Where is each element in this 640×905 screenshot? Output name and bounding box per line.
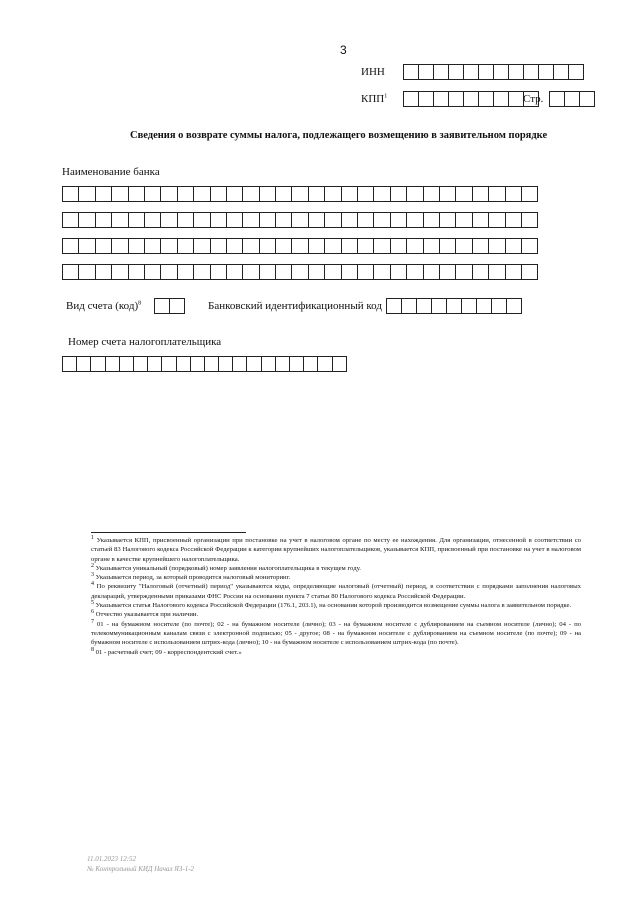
bank-name-cell[interactable] — [505, 238, 522, 254]
inn-digit-cell[interactable] — [493, 64, 509, 80]
account-number-digit-cell[interactable] — [190, 356, 205, 372]
footnote — [91, 536, 581, 564]
bank-name-cell[interactable] — [128, 186, 145, 202]
inn-digit-cell[interactable] — [508, 64, 524, 80]
account-number-digit-cell[interactable] — [332, 356, 347, 372]
bank-name-cell[interactable] — [242, 186, 259, 202]
bank-name-cell[interactable] — [423, 212, 440, 228]
bank-name-label: Наименование банка — [62, 166, 160, 178]
footnote-divider — [91, 532, 246, 533]
footnotes — [91, 536, 581, 657]
bank-name-cell[interactable] — [324, 212, 341, 228]
footnote-number: 1 — [91, 534, 94, 541]
bik-digit-cell[interactable] — [386, 298, 402, 314]
inn-digit-cell[interactable] — [478, 64, 494, 80]
bank-name-cell[interactable] — [242, 238, 259, 254]
bank-name-cell[interactable] — [193, 186, 210, 202]
account-number-digit-cell[interactable] — [90, 356, 105, 372]
bank-name-cell[interactable] — [111, 238, 128, 254]
bank-name-cell[interactable] — [357, 264, 374, 280]
kpp-field[interactable] — [403, 91, 538, 107]
bank-name-cell[interactable] — [324, 186, 341, 202]
inn-digit-cell[interactable] — [538, 64, 554, 80]
bank-name-cell[interactable] — [144, 186, 161, 202]
footnote-text: 01 - расчетный счет; 09 - корреспондентский счет.» — [94, 648, 242, 656]
bank-name-cell[interactable] — [423, 238, 440, 254]
bank-name-cell[interactable] — [521, 186, 538, 202]
bank-name-cell[interactable] — [193, 264, 210, 280]
bank-name-cell[interactable] — [488, 212, 505, 228]
stamp-line-2: № Контрольный КИД Начал ЯЗ-1-2 — [87, 865, 195, 873]
bank-name-cell[interactable] — [390, 212, 407, 228]
bank-name-cell[interactable] — [406, 212, 423, 228]
bank-name-cell[interactable] — [505, 186, 522, 202]
bank-name-cell[interactable] — [95, 186, 112, 202]
bank-name-cell[interactable] — [177, 212, 194, 228]
kpp-digit-cell[interactable] — [478, 91, 494, 107]
page-number-field[interactable] — [549, 91, 594, 107]
bank-name-cell[interactable] — [406, 238, 423, 254]
footnote-number: 3 — [91, 571, 94, 578]
inn-field[interactable] — [403, 64, 583, 80]
kpp-footnote-ref: 1 — [384, 93, 388, 100]
bank-name-cell[interactable] — [177, 238, 194, 254]
account-type-footnote-ref: 8 — [138, 300, 142, 307]
account-number-field[interactable] — [62, 356, 346, 372]
bank-name-cell[interactable] — [144, 264, 161, 280]
bank-name-cell[interactable] — [291, 186, 308, 202]
kpp-digit-cell[interactable] — [433, 91, 449, 107]
page-label: Стр. — [523, 93, 544, 105]
bank-name-cell[interactable] — [406, 186, 423, 202]
bank-name-cell[interactable] — [423, 186, 440, 202]
bank-name-cell[interactable] — [210, 238, 227, 254]
bank-name-cell[interactable] — [160, 212, 177, 228]
account-number-digit-cell[interactable] — [105, 356, 120, 372]
bank-name-cell[interactable] — [341, 212, 358, 228]
bank-name-cell[interactable] — [226, 186, 243, 202]
inn-digit-cell[interactable] — [403, 64, 419, 80]
bank-name-cell[interactable] — [210, 212, 227, 228]
account-type-digit-cell[interactable] — [169, 298, 185, 314]
footnote-text: Отчество указывается при наличии. — [94, 611, 199, 619]
bank-name-cell[interactable] — [455, 212, 472, 228]
footnote-number: 8 — [91, 646, 94, 653]
bank-name-cell[interactable] — [226, 238, 243, 254]
bank-name-cell[interactable] — [373, 186, 390, 202]
footnote-number: 4 — [91, 581, 94, 588]
bank-name-cell[interactable] — [505, 212, 522, 228]
bank-name-cell[interactable] — [144, 212, 161, 228]
bank-name-cell[interactable] — [95, 212, 112, 228]
stamp-line-1: 11.01.2023 12:52 — [87, 855, 137, 863]
bank-name-cell[interactable] — [144, 238, 161, 254]
footnote — [91, 564, 581, 573]
bank-name-cell[interactable] — [78, 212, 95, 228]
account-number-digit-cell[interactable] — [204, 356, 219, 372]
account-type-digit-cell[interactable] — [154, 298, 170, 314]
bank-name-cell[interactable] — [521, 238, 538, 254]
bank-name-cell[interactable] — [521, 212, 538, 228]
bik-digit-cell[interactable] — [476, 298, 492, 314]
bank-name-cell[interactable] — [95, 238, 112, 254]
footnote-text: 01 - на бумажном носителе (по почте); 02 - на бумажном носителе (лично); 03 - на бумажном носителе с дублированием на съемном носителе (лично); 04 - по телекоммуникационным каналам связи с электронной подписью; 05 - другое; 08 - на бумажном носителе с дублированием на съемном носителе (по почте); 09 - на бумажном носителе с использованием штрих-кода (лично); 10 - на бумажном носителе с использованием штрих-кода (по почте). — [91, 620, 581, 647]
page-digit-cell[interactable] — [549, 91, 565, 107]
bank-name-cell[interactable] — [472, 264, 489, 280]
bank-name-cell[interactable] — [390, 264, 407, 280]
kpp-label — [361, 93, 387, 105]
bank-name-cell[interactable] — [78, 238, 95, 254]
bik-digit-cell[interactable] — [416, 298, 432, 314]
inn-digit-cell[interactable] — [448, 64, 464, 80]
account-number-digit-cell[interactable] — [275, 356, 290, 372]
bank-name-cell[interactable] — [308, 212, 325, 228]
bank-name-cell[interactable] — [439, 212, 456, 228]
bank-name-cell[interactable] — [210, 264, 227, 280]
bank-name-cell[interactable] — [226, 264, 243, 280]
inn-digit-cell[interactable] — [568, 64, 584, 80]
account-number-digit-cell[interactable] — [317, 356, 332, 372]
account-number-digit-cell[interactable] — [176, 356, 191, 372]
kpp-label-text: КПП — [361, 93, 385, 105]
bank-name-cell[interactable] — [439, 186, 456, 202]
bank-name-cell[interactable] — [505, 264, 522, 280]
bank-name-cell[interactable] — [226, 212, 243, 228]
bank-name-cell[interactable] — [128, 238, 145, 254]
account-type-field[interactable] — [154, 298, 184, 314]
bank-name-cell[interactable] — [275, 238, 292, 254]
account-number-digit-cell[interactable] — [119, 356, 134, 372]
account-number-digit-cell[interactable] — [76, 356, 91, 372]
footnote-number: 5 — [91, 599, 94, 606]
bank-name-cell[interactable] — [193, 212, 210, 228]
bank-name-cell[interactable] — [373, 264, 390, 280]
bank-name-cell[interactable] — [357, 238, 374, 254]
bank-name-cell[interactable] — [341, 264, 358, 280]
bank-name-cell[interactable] — [259, 238, 276, 254]
account-number-label: Номер счета налогоплательщика — [68, 336, 222, 348]
bank-name-cell[interactable] — [341, 186, 358, 202]
account-number-digit-cell[interactable] — [303, 356, 318, 372]
bank-name-cell[interactable] — [160, 264, 177, 280]
bank-name-cell[interactable] — [472, 238, 489, 254]
bank-name-cell[interactable] — [455, 264, 472, 280]
account-number-digit-cell[interactable] — [133, 356, 148, 372]
inn-digit-cell[interactable] — [553, 64, 569, 80]
account-number-digit-cell[interactable] — [218, 356, 233, 372]
footnote — [91, 573, 581, 582]
inn-label: ИНН — [361, 66, 385, 78]
bank-name-cell[interactable] — [390, 238, 407, 254]
account-type-label-text: Вид счета (код) — [66, 300, 139, 312]
bank-name-cell[interactable] — [78, 186, 95, 202]
bank-name-cell[interactable] — [111, 264, 128, 280]
bik-digit-cell[interactable] — [401, 298, 417, 314]
bik-digit-cell[interactable] — [506, 298, 522, 314]
account-number-digit-cell[interactable] — [232, 356, 247, 372]
bank-name-cell[interactable] — [177, 186, 194, 202]
bank-name-cell[interactable] — [488, 186, 505, 202]
bik-digit-cell[interactable] — [431, 298, 447, 314]
bank-name-cell[interactable] — [111, 186, 128, 202]
bank-name-row-1[interactable] — [62, 186, 537, 202]
bik-digit-cell[interactable] — [446, 298, 462, 314]
footnote — [91, 648, 581, 657]
section-title: Сведения о возврате суммы налога, подлежащего возмещению в заявительном порядке — [130, 130, 548, 141]
bank-name-cell[interactable] — [291, 264, 308, 280]
bank-name-cell[interactable] — [455, 186, 472, 202]
footnote-number: 2 — [91, 562, 94, 569]
bank-name-cell[interactable] — [62, 186, 79, 202]
inn-digit-cell[interactable] — [463, 64, 479, 80]
bank-name-cell[interactable] — [341, 238, 358, 254]
bank-name-cell[interactable] — [291, 238, 308, 254]
bank-name-cell[interactable] — [242, 212, 259, 228]
bank-name-cell[interactable] — [423, 264, 440, 280]
account-number-digit-cell[interactable] — [147, 356, 162, 372]
account-number-digit-cell[interactable] — [261, 356, 276, 372]
page-digit-cell[interactable] — [579, 91, 595, 107]
footnote — [91, 601, 581, 610]
footnote-text: Указывается период, за который проводится налоговый мониторинг. — [94, 574, 291, 582]
kpp-digit-cell[interactable] — [403, 91, 419, 107]
kpp-digit-cell[interactable] — [448, 91, 464, 107]
bank-name-cell[interactable] — [242, 264, 259, 280]
bank-name-cell[interactable] — [357, 212, 374, 228]
bank-name-cell[interactable] — [193, 238, 210, 254]
bank-name-row-2[interactable] — [62, 212, 537, 228]
bank-name-cell[interactable] — [488, 264, 505, 280]
bank-name-cell[interactable] — [62, 264, 79, 280]
bank-name-cell[interactable] — [275, 186, 292, 202]
bank-name-cell[interactable] — [111, 212, 128, 228]
bank-name-cell[interactable] — [210, 186, 227, 202]
page-digit-cell[interactable] — [564, 91, 580, 107]
footnote — [91, 610, 581, 619]
footnote-number: 6 — [91, 609, 94, 616]
page-number: 3 — [340, 43, 347, 57]
bank-name-cell[interactable] — [177, 264, 194, 280]
bank-name-cell[interactable] — [439, 238, 456, 254]
kpp-digit-cell[interactable] — [493, 91, 509, 107]
bank-name-cell[interactable] — [406, 264, 423, 280]
bank-name-cell[interactable] — [308, 264, 325, 280]
footnote-text: Указывается статья Налогового кодекса Российской Федерации (176.1, 203.1), на основании которой производится возмещение суммы налога в заявительном порядке. — [94, 602, 572, 610]
bik-digit-cell[interactable] — [461, 298, 477, 314]
bank-name-cell[interactable] — [488, 238, 505, 254]
bank-name-cell[interactable] — [455, 238, 472, 254]
footnote — [91, 620, 581, 648]
bank-name-cell[interactable] — [291, 212, 308, 228]
kpp-digit-cell[interactable] — [418, 91, 434, 107]
inn-digit-cell[interactable] — [523, 64, 539, 80]
bank-name-cell[interactable] — [78, 264, 95, 280]
footnote-number: 7 — [91, 618, 94, 625]
account-number-digit-cell[interactable] — [246, 356, 261, 372]
bank-name-cell[interactable] — [95, 264, 112, 280]
bank-name-cell[interactable] — [275, 212, 292, 228]
account-number-digit-cell[interactable] — [161, 356, 176, 372]
bank-name-cell[interactable] — [357, 186, 374, 202]
bank-name-cell[interactable] — [472, 212, 489, 228]
bank-name-cell[interactable] — [62, 212, 79, 228]
bank-name-row-3[interactable] — [62, 238, 537, 254]
bank-name-cell[interactable] — [259, 212, 276, 228]
account-type-label — [66, 300, 141, 312]
bank-name-cell[interactable] — [324, 238, 341, 254]
bank-name-row-4[interactable] — [62, 264, 537, 280]
bank-name-cell[interactable] — [324, 264, 341, 280]
kpp-digit-cell[interactable] — [508, 91, 524, 107]
bank-name-cell[interactable] — [373, 212, 390, 228]
bank-name-cell[interactable] — [308, 238, 325, 254]
footnote — [91, 582, 581, 601]
bank-name-cell[interactable] — [439, 264, 456, 280]
footnote-text: Указывается КПП, присвоенный организации при постановке на учет в налоговом органе по месту ее нахождения. Для организации, отнесенной в соответствии со статьей 83 Налогового кодекса Российской Федерации к категории крупнейших налогоплательщиков, указывается КПП, присвоенный при постановке на учет в налоговом органе в качестве крупнейшего налогоплательщика. — [91, 537, 581, 563]
bank-name-cell[interactable] — [259, 186, 276, 202]
account-number-digit-cell[interactable] — [289, 356, 304, 372]
footnote-text: Указывается уникальный (порядковый) номер заявления налогоплательщика в текущем году. — [94, 564, 361, 572]
footnote-text: По реквизиту "Налоговый (отчетный) период" указываются коды, определяющие налоговый (отчетный) период, в соответствии с порядками заполнения налоговых деклараций, утвержденными приказами ФНС России на основании пункта 7 статьи 80 Налогового кодекса Российской Федерации. — [91, 583, 581, 600]
bank-name-cell[interactable] — [128, 212, 145, 228]
account-number-digit-cell[interactable] — [62, 356, 77, 372]
bank-name-cell[interactable] — [308, 186, 325, 202]
bank-name-cell[interactable] — [160, 238, 177, 254]
bik-field[interactable] — [386, 298, 521, 314]
kpp-digit-cell[interactable] — [463, 91, 479, 107]
bank-name-cell[interactable] — [472, 186, 489, 202]
bank-name-cell[interactable] — [160, 186, 177, 202]
bank-name-cell[interactable] — [373, 238, 390, 254]
bank-name-cell[interactable] — [275, 264, 292, 280]
bank-name-cell[interactable] — [521, 264, 538, 280]
bank-name-cell[interactable] — [62, 238, 79, 254]
inn-digit-cell[interactable] — [418, 64, 434, 80]
inn-digit-cell[interactable] — [433, 64, 449, 80]
bik-label: Банковский идентификационный код — [208, 300, 382, 312]
bank-name-cell[interactable] — [128, 264, 145, 280]
bank-name-cell[interactable] — [390, 186, 407, 202]
bank-name-cell[interactable] — [259, 264, 276, 280]
bik-digit-cell[interactable] — [491, 298, 507, 314]
